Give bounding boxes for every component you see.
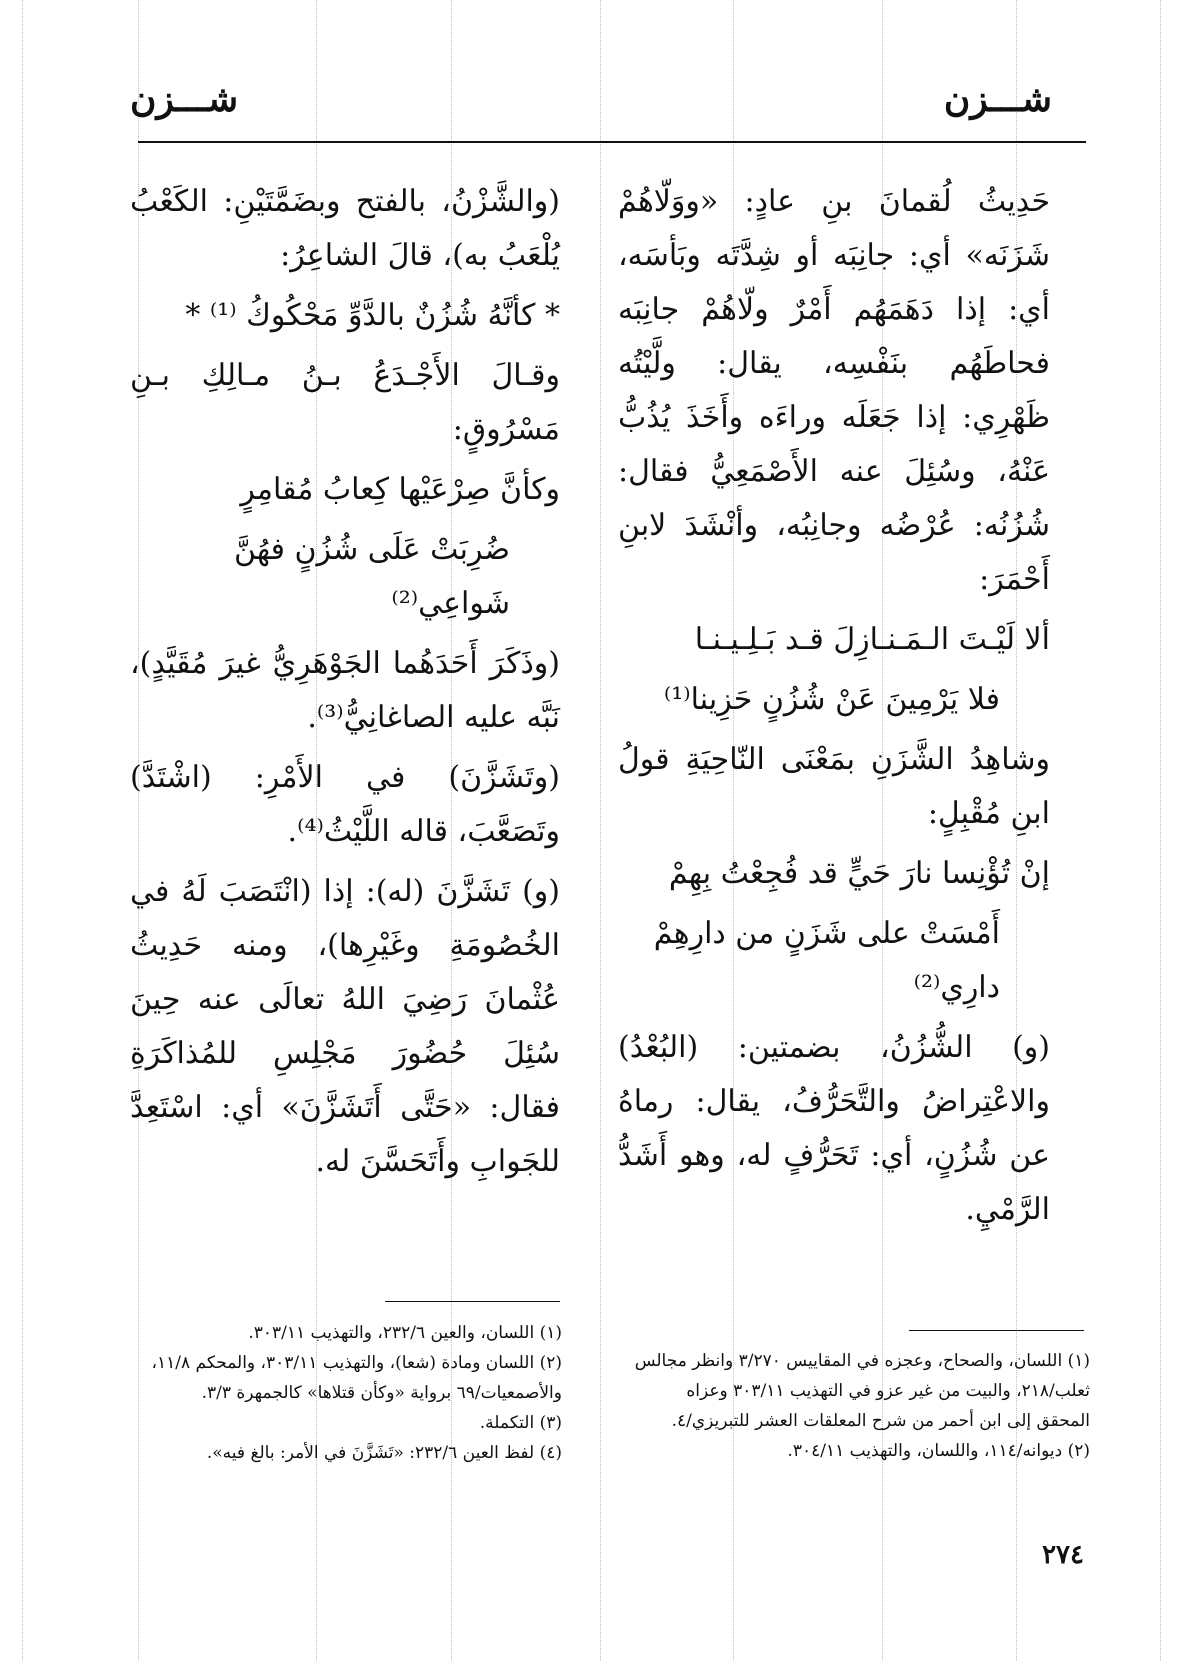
paragraph: (و) تَشَزَّنَ (له): إذا (انْتَصَبَ لَهُ في الخُصُومَةِ وغَيْرِها)، ومنه حَدِيثُ عُثْمانَ رَضِيَ اللهُ تعالَى عنه حِينَ سُئِلَ حُضُورَ مَجْلِسِ للمُذاكَرَةِ فقال: «حَتَّى أَتَشَزَّنَ» أي: اسْتَعِدَّ للجَوابِ وأَتَحَسَّنَ له. bbox=[130, 874, 560, 1179]
footnote: (٤) لفظ العين ٢٣٢/٦: «تَشَزَّنَ في الأمر: بالغ فيه». bbox=[206, 1443, 562, 1463]
scan-grid-line bbox=[600, 0, 601, 1661]
footnote: (٢) ديوانه/١١٤، واللسان، والتهذيب ٣٠٤/١١. bbox=[787, 1441, 1090, 1461]
running-header-left: شـــزن bbox=[130, 78, 239, 120]
paragraph: وشاهِدُ الشَّزَنِ بمَعْنَى النّاحِيَةِ قولُ ابنِ مُقْبِلٍ: bbox=[618, 742, 1050, 831]
page-number: ٢٧٤ bbox=[1042, 1540, 1084, 1570]
verse-line: وكأنَّ صِرْعَيْها كِعابُ مُقامِرٍ bbox=[240, 472, 560, 507]
footnote-rule-left bbox=[385, 1301, 560, 1302]
running-header-right: شـــزن bbox=[943, 78, 1052, 120]
scan-grid-line bbox=[22, 0, 23, 1661]
paragraph: (وتَشَزَّنَ) في الأَمْرِ: (اشْتَدَّ) وتَصَعَّبَ، قاله اللَّيْثُ⁽⁴⁾. bbox=[130, 760, 560, 849]
verse-line: أَمْسَتْ على شَزَنٍ من دارِهِمْ دارِي⁽²⁾ bbox=[653, 916, 1000, 1005]
left-column bbox=[130, 175, 560, 1195]
footnotes-left bbox=[132, 1318, 562, 1468]
verse-line: ألا لَيْـتَ الـمَـنـازِلَ قـد بَـلِـيـنـا bbox=[694, 622, 1050, 657]
footnote: (١) اللسان، والعين ٢٣٢/٦، والتهذيب ٣٠٣/١١. bbox=[248, 1323, 562, 1343]
verse-line: * كأنَّهُ شُزُنٌ بالدَّوِّ مَحْكُوكُ ⁽¹⁾ * bbox=[185, 298, 560, 333]
verse-line: فلا يَرْمِينَ عَنْ شُزُنٍ حَزِينا⁽¹⁾ bbox=[663, 682, 1000, 717]
footnotes-right bbox=[630, 1346, 1090, 1466]
footnote: (٢) اللسان ومادة (شعا)، والتهذيب ٣٠٣/١١، والمحكم ١١/٨، والأصمعيات/٦٩ برواية «وكأن قتلاها» كالجمهرة ٣/٣. bbox=[151, 1353, 562, 1403]
right-column bbox=[618, 175, 1050, 1243]
footnote: (٣) التكملة. bbox=[479, 1413, 562, 1433]
footnote-rule-right bbox=[909, 1330, 1084, 1331]
paragraph: (وذَكَرَ أَحَدَهُما الجَوْهَرِيُّ غيرَ مُقَيَّدٍ)، نَبَّه عليه الصاغانِيُّ⁽³⁾. bbox=[130, 646, 560, 735]
header-rule bbox=[138, 141, 1086, 143]
footnote: (١) اللسان، والصحاح، وعجزه في المقاييس ٣/٢٧٠ وانظر مجالس ثعلب/٢١٨، والبيت من غير عزو في التهذيب ٣٠٣/١١ وعزاه المحقق إلى ابن أحمر من شرح المعلقات العشر للتبريزي/٤. bbox=[634, 1351, 1090, 1431]
verse-line: إنْ تُؤْنِسا نارَ حَيٍّ قد فُجِعْتُ بِهِمْ bbox=[668, 856, 1050, 891]
paragraph: (و) الشُّزُنُ، بضمتين: (البُعْدُ) والاعْتِراضُ والتَّحَرُّفُ، يقال: رماهُ عن شُزُنٍ، أي: تَحَرُّفٍ له، وهو أَشَدُّ الرَّمْيِ. bbox=[618, 1030, 1050, 1227]
paragraph: حَدِيثُ لُقمانَ بنِ عادٍ: «ووَلّاهُمْ شَزَنَه» أي: جانِبَه أو شِدَّتَه وبَأسَه، أي: إذا دَهَمَهُم أَمْرٌ ولّاهُمْ جانِبَه فحاطَهُم بنَفْسِه، يقال: ولَّيْتُه ظَهْرِي: إذا جَعَلَه وراءَه وأَخَذَ يُذُبُّ عَنْهُ، وسُئِلَ عنه الأَصْمَعِيُّ فقال: شُزُنُه: عُرْضُه وجانِبُه، وأنْشَدَ لابنِ أَحْمَرَ: bbox=[618, 184, 1050, 597]
paragraph: (والشَّزْنُ، بالفتح وبضَمَّتَيْنِ: الكَعْبُ يُلْعَبُ به)، قالَ الشاعِرُ: bbox=[130, 184, 560, 273]
scan-grid-line bbox=[1160, 0, 1161, 1661]
paragraph: وقـالَ الأَجْـدَعُ بـنُ مـالِكِ بـنِ مَسْرُوقٍ: bbox=[130, 358, 560, 447]
verse-line: ضُرِبَتْ عَلَى شُزُنٍ فهُنَّ شَواعِي⁽²⁾ bbox=[233, 532, 510, 621]
